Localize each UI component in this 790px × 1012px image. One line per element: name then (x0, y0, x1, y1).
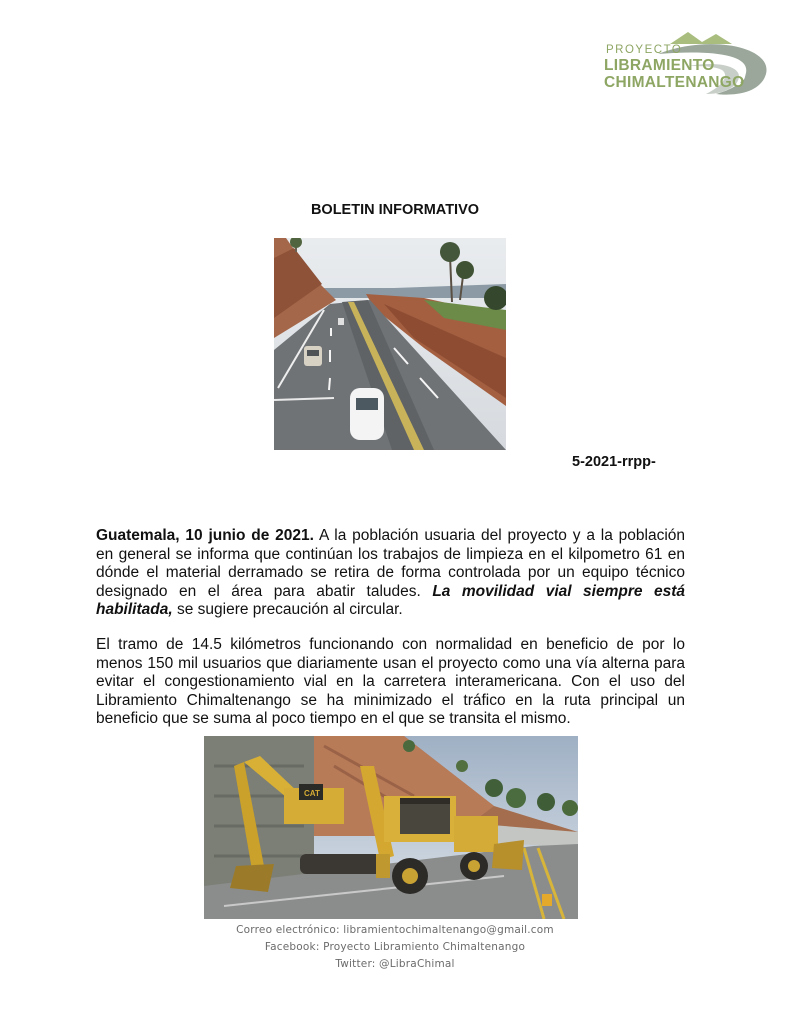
footer-email: Correo electrónico: libramientochimaltenango@gmail.com (236, 924, 554, 936)
paragraph1-emphasis: La movilidad vial siempre está habilitada, (96, 582, 685, 619)
bulletin-title: BOLETIN INFORMATIVO (310, 202, 480, 218)
paragraph-announcement (96, 527, 685, 620)
project-logo (598, 26, 774, 100)
footer-facebook: Facebook: Proyecto Libramiento Chimaltenango (264, 941, 526, 953)
paragraph1-text-b: se sugiere precaución al circular. (172, 601, 403, 619)
footer-twitter: Twitter: @LibraChimal (335, 958, 455, 970)
cat-brand-label: CAT (304, 789, 320, 798)
logo-line-libramiento: LIBRAMIENTO (604, 57, 715, 74)
highway-photo (274, 238, 506, 450)
paragraph-details: El tramo de 14.5 kilómetros funcionando con normalidad en beneficio de por lo menos 150 mil usuarios que diariamente usan el proyecto como una vía alterna para evitar el congestionamiento vial en la carretera interamericana. Con el uso del Libramiento Chimaltenango se ha minimizado el tráfico en la ruta principal un beneficio que se suma al poco tiempo en el que se transita el mismo. (96, 636, 685, 728)
logo-line-proyecto: PROYECTO (606, 44, 683, 56)
highway-photo-icon (274, 238, 506, 450)
construction-photo (204, 736, 578, 919)
dateline: Guatemala, 10 junio de 2021. (96, 527, 314, 544)
construction-machinery-icon (204, 736, 578, 919)
paragraph1-text-a: A la población usuaria del proyecto y a la población en general se informa que continúan los trabajos de limpieza en el kilpometro 61 en dónde el material derramado se retira de forma controlada por un equipo técnico designado en el área para abatir taludes. (96, 527, 685, 600)
bulletin-reference: 5-2021-rrpp- (572, 454, 656, 470)
logo-line-chimaltenango: CHIMALTENANGO (604, 74, 745, 91)
